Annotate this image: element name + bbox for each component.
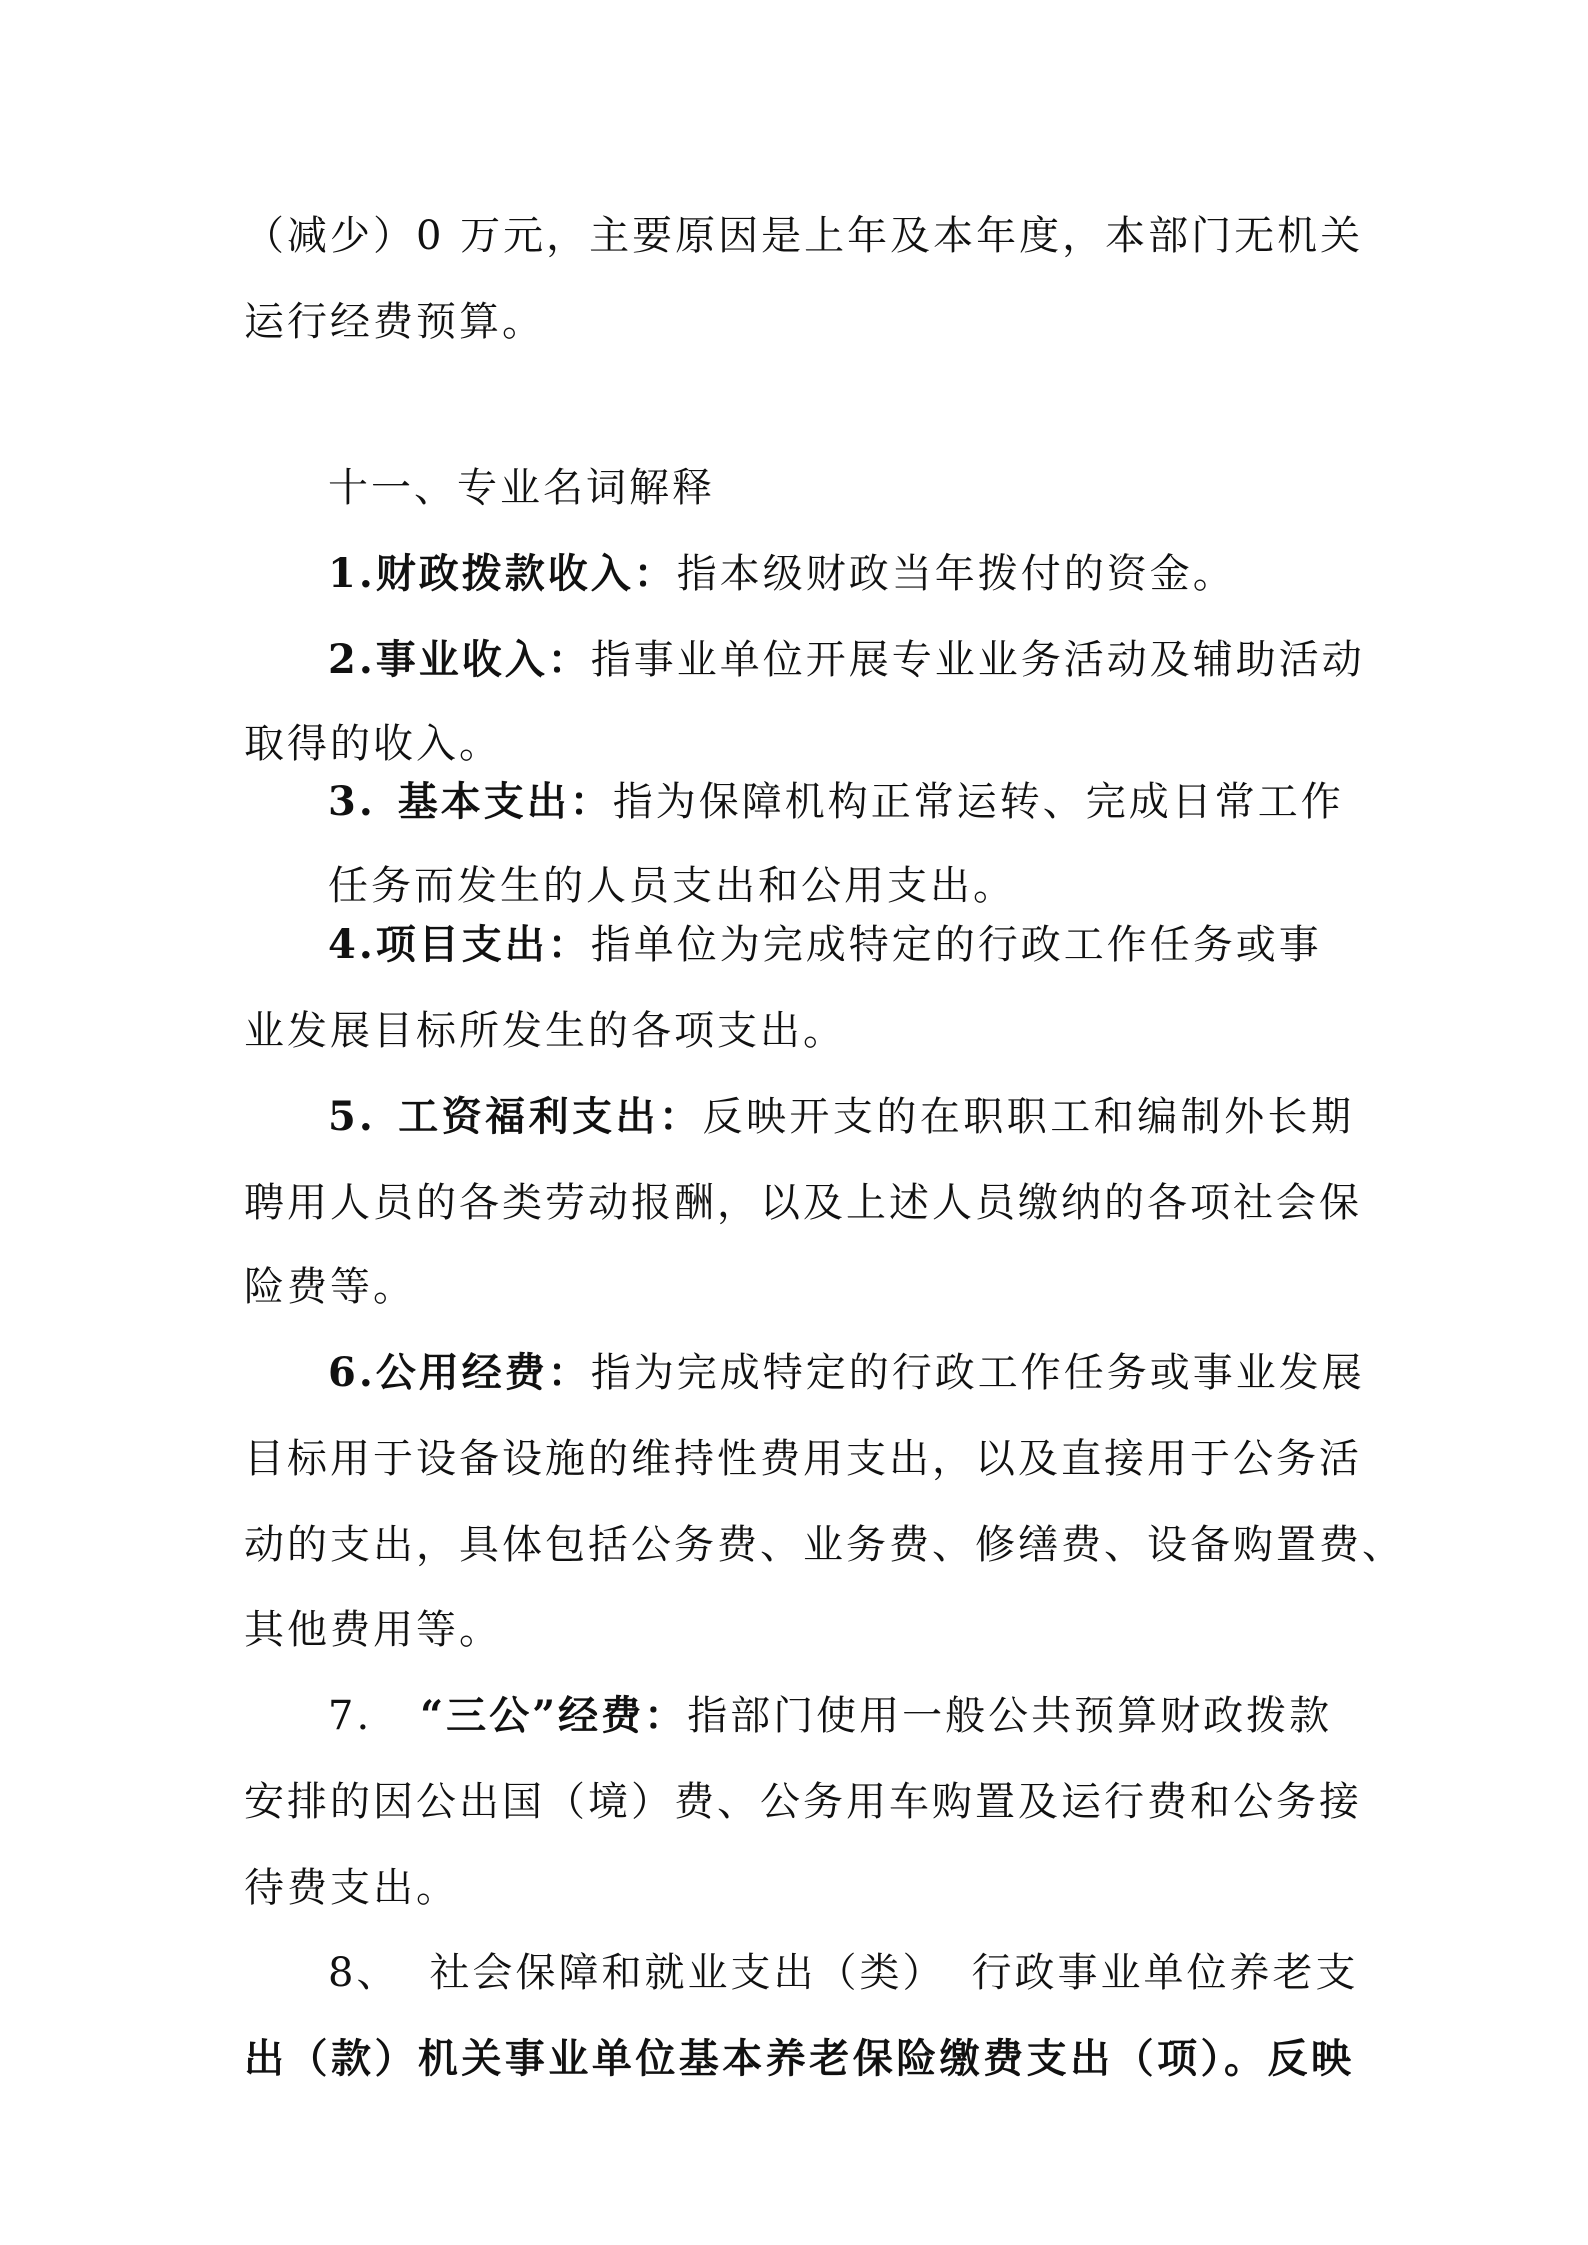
term-7-text-2: 安排的因公出国（境）费、公务用车购置及运行费和公务接 <box>244 1779 1362 1825</box>
term-2-text-1: 指事业单位开展专业业务活动及辅助活动 <box>590 637 1365 683</box>
term-3-num: 3. <box>328 778 376 825</box>
term-6-text-1: 指为完成特定的行政工作任务或事业发展 <box>590 1350 1365 1396</box>
term-6-label: 6.公用经费： <box>328 1349 591 1396</box>
term-5-label: 工资福利支出： <box>397 1093 703 1140</box>
term-8 <box>328 1948 1359 1998</box>
term-6-text-2: 目标用于设备设施的维持性费用支出，以及直接用于公务活 <box>244 1436 1362 1482</box>
term-4-text-2: 业发展目标所发生的各项支出。 <box>244 1008 846 1054</box>
term-6 <box>328 1348 1365 1398</box>
term-1-text: 指本级财政当年拨付的资金。 <box>676 551 1236 597</box>
term-5-text-2: 聘用人员的各类劳动报酬，以及上述人员缴纳的各项社会保 <box>244 1180 1362 1226</box>
term-7-text-3: 待费支出。 <box>244 1865 459 1911</box>
section-title: 十一、专业名词解释 <box>328 465 715 511</box>
term-2 <box>328 635 1365 685</box>
term-4 <box>328 920 1438 970</box>
term-1 <box>328 549 1438 599</box>
term-5 <box>328 1092 1354 1142</box>
term-4-label: 4.项目支出： <box>328 921 591 968</box>
term-8-label: 社会保障和就业支出（类） <box>429 1950 946 1996</box>
term-8-num: 8、 <box>328 1950 400 1996</box>
term-3 <box>328 777 1438 827</box>
term-7-label: “三公”经费： <box>420 1692 688 1739</box>
term-8-text-2: 出（款）机关事业单位基本养老保险缴费支出（项）。反映 <box>244 2035 1354 2082</box>
term-3-text-1: 指为保障机构正常运转、完成日常工作 <box>612 779 1344 825</box>
term-5-num: 5. <box>328 1093 376 1140</box>
term-3-label: 基本支出： <box>397 778 613 825</box>
intro-line-2: 运行经费预算。 <box>244 299 545 345</box>
term-4-text-1: 指单位为完成特定的行政工作任务或事 <box>590 922 1322 968</box>
intro-line-1: （减少）0 万元，主要原因是上年及本年度，本部门无机关 <box>244 213 1364 259</box>
term-2-text-2: 取得的收入。 <box>244 721 502 767</box>
term-2-label: 2.事业收入： <box>328 636 591 683</box>
term-7-num: 7. <box>328 1693 373 1739</box>
term-7-text-1: 指部门使用一般公共预算财政拨款 <box>687 1693 1333 1739</box>
term-6-text-4: 其他费用等。 <box>244 1607 502 1653</box>
term-6-text-3: 动的支出，具体包括公务费、业务费、修缮费、设备购置费、 <box>244 1522 1405 1568</box>
term-3-text-2: 任务而发生的人员支出和公用支出。 <box>328 863 1016 909</box>
term-5-text-3: 险费等。 <box>244 1264 416 1310</box>
term-7 <box>328 1691 1438 1741</box>
term-5-text-1: 反映开支的在职职工和编制外长期 <box>702 1094 1355 1140</box>
term-8-text-1: 行政事业单位养老支 <box>971 1950 1359 1996</box>
term-1-label: 1.财政拨款收入： <box>328 550 677 597</box>
